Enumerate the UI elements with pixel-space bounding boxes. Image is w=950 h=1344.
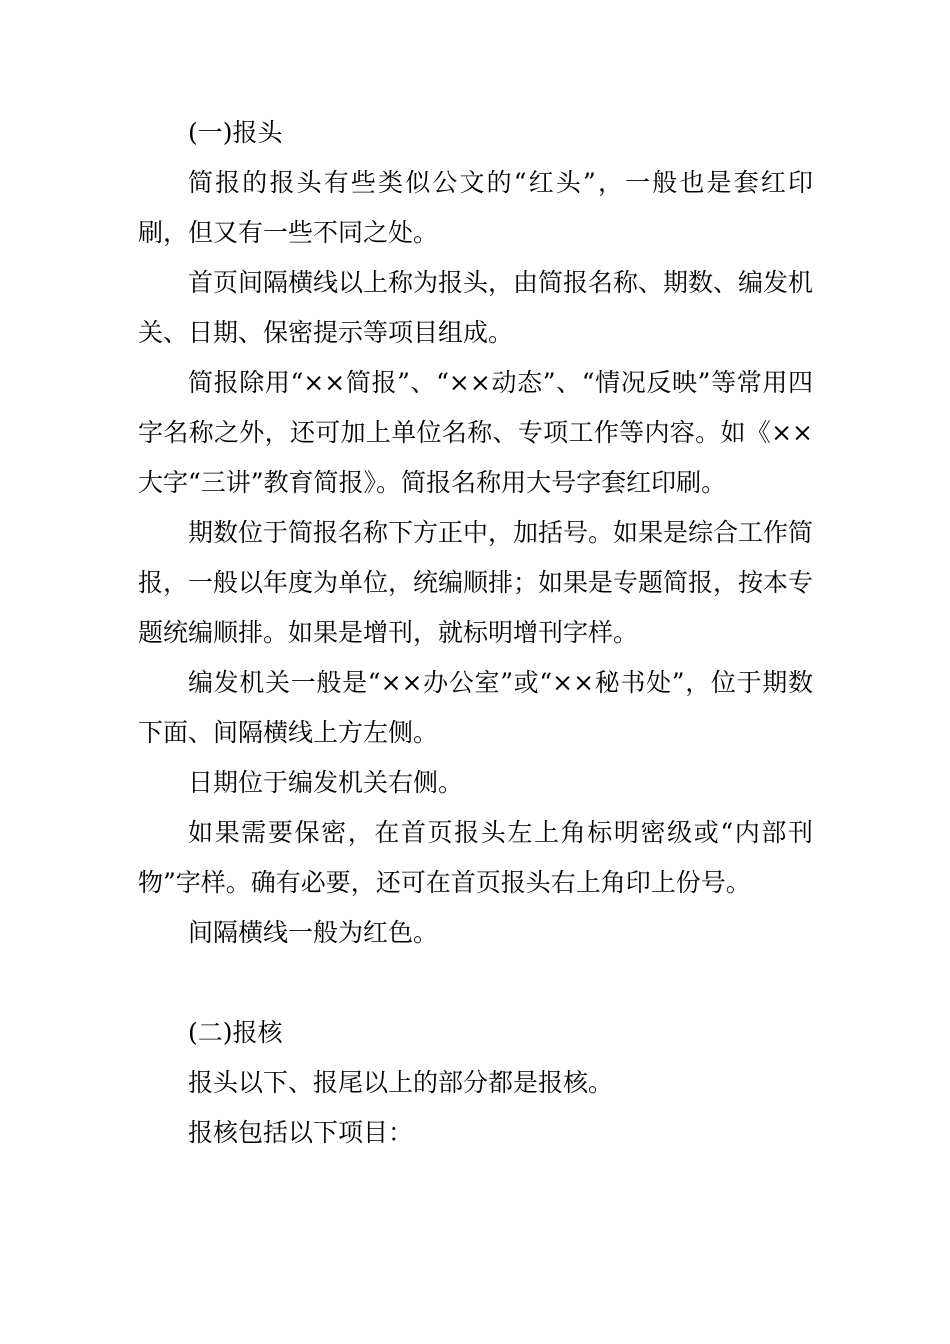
paragraph: 报核包括以下项目：: [188, 1118, 414, 1147]
section-spacer: [138, 958, 813, 1008]
paragraph: 期数位于简报名称下方正中，加括号。如果是综合工作简报，一般以年度为单位，统编顺排；如果是专题简报，按本专题统编顺排。如果是增刊，就标明增刊字样。: [138, 518, 814, 647]
paragraph: 编发机关一般是“××办公室”或“××秘书处”，位于期数下面、间隔横线上方左侧。: [138, 668, 813, 747]
paragraph: 简报除用“××简报”、“××动态”、“情况反映”等常用四字名称之外，还可加上单位名称、专项工作等内容。如《××大字“三讲”教育简报》。简报名称用大号字套红印刷。: [138, 368, 813, 497]
section-heading-body: (二)报核: [188, 1018, 283, 1047]
paragraph: 简报的报头有些类似公文的“红头”，一般也是套红印刷，但又有一些不同之处。: [138, 168, 813, 247]
document-body: [138, 108, 813, 1158]
paragraph: 首页间隔横线以上称为报头，由简报名称、期数、编发机关、日期、保密提示等项目组成。: [138, 268, 814, 347]
paragraph: 日期位于编发机关右侧。: [188, 768, 464, 797]
paragraph: 报头以下、报尾以上的部分都是报核。: [188, 1068, 614, 1097]
paragraph: 如果需要保密，在首页报头左上角标明密级或“内部刊物”字样。确有必要，还可在首页报头右上角印上份号。: [138, 818, 813, 897]
section-heading-masthead: (一)报头: [188, 118, 283, 147]
paragraph: 间隔横线一般为红色。: [188, 918, 439, 947]
